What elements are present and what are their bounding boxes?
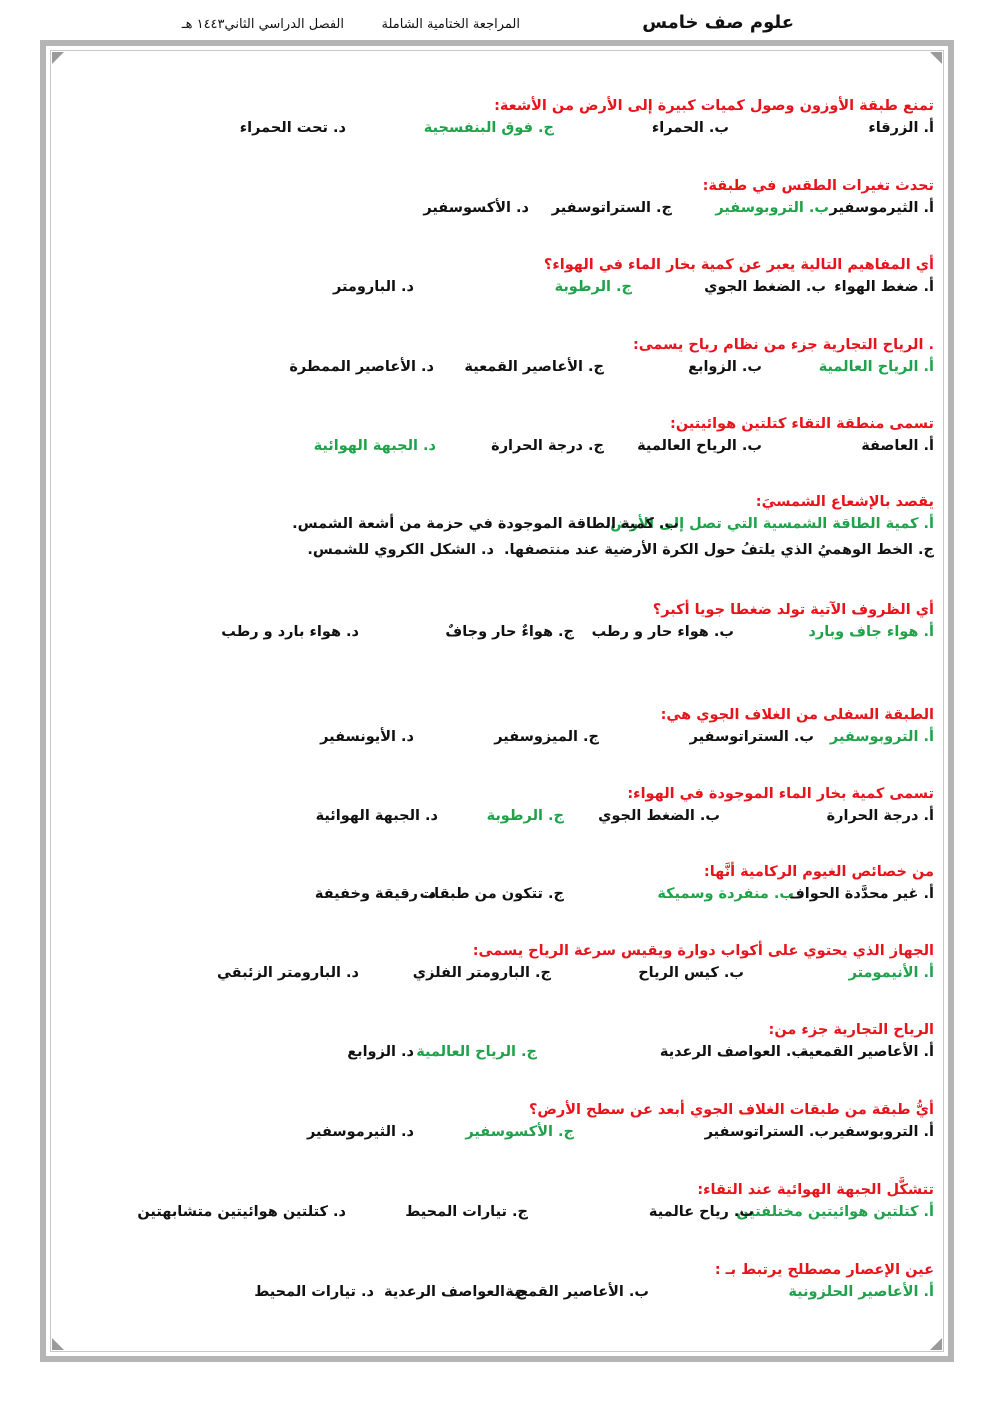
question-stem: من خصائص الغيوم الركامية أنَّها: (703, 864, 934, 880)
options-block (54, 516, 934, 568)
options-row (54, 886, 934, 910)
option-c-correct: ج. الأكسوسفير (465, 1124, 574, 1140)
option-d: د. تحت الحمراء (239, 120, 346, 136)
inner-line-right (943, 50, 944, 1352)
options-row (54, 1124, 934, 1148)
option-d-correct: د. الجبهة الهوائية (313, 438, 436, 454)
question-12 (54, 1022, 934, 1068)
question-9 (54, 786, 934, 832)
option-b: ب. العواصف الرعدية (659, 1044, 806, 1060)
question-stem: الجهاز الذي يحتوي على أكواب دوارة ويقيس سرعة الرياح يسمى: (472, 943, 934, 959)
question-stem: تمنع طبقة الأوزون وصول كميات كبيرة إلى الأرض من الأشعة: (494, 98, 934, 114)
inner-line-bottom (50, 1351, 944, 1352)
inner-line-left (50, 50, 51, 1352)
options-row (54, 729, 934, 753)
option-b: ب. الضغط الجوي (598, 808, 720, 824)
question-7 (54, 602, 934, 648)
option-b: ب. الزوابع (688, 359, 762, 375)
question-8 (54, 707, 934, 753)
options-row (54, 1284, 934, 1308)
options-row (54, 359, 934, 383)
question-14 (54, 1182, 934, 1228)
border-bottom (40, 1356, 954, 1362)
question-stem: تحدث تغيرات الطقس في طبقة: (702, 178, 934, 194)
option-c-correct: ج. الرطوبة (554, 279, 632, 295)
border-right (948, 40, 954, 1362)
option-d: د. هواء بارد و رطب (221, 624, 359, 640)
options-row (54, 200, 934, 224)
option-b: ب. الرياح العالمية (637, 438, 762, 454)
option-a: أ. الثيرموسفير (829, 200, 934, 216)
option-a: أ. درجة الحرارة (826, 808, 934, 824)
option-d: د. البارومتر الزئبقي (216, 965, 359, 981)
question-stem: أيُّ طبقة من طبقات الغلاف الجوي أبعد عن سطح الأرض؟ (528, 1102, 934, 1118)
question-stem: يقصد بالإشعاع الشمسيَ: (755, 494, 934, 510)
option-c: ج. تتكون من طبقات (419, 886, 564, 902)
option-d: د. الشكل الكروي للشمس. (307, 542, 494, 558)
option-c-correct: ج. الرياح العالمية (416, 1044, 537, 1060)
option-c: ج. الخط الوهميُ الذي يلتفُ حول الكرة الأرضية عند منتصفها. (503, 542, 934, 558)
option-a-correct: أ. هواء جاف وبارد (808, 624, 934, 640)
page-border (40, 40, 954, 1362)
option-a: أ. العاصفة (861, 438, 934, 454)
question-stem: عين الإعصار مصطلح يرتبط بـ : (714, 1262, 934, 1278)
option-d: د. الأيونسفير (320, 729, 414, 745)
question-2 (54, 178, 934, 224)
option-a-correct: أ. الأعاصير الحلزونية (788, 1284, 934, 1300)
question-5 (54, 416, 934, 462)
options-row (54, 516, 934, 542)
question-stem: أي الظروف الآتية تولد ضغطا جويا أكبر؟ (652, 602, 934, 618)
options-row (54, 1204, 934, 1228)
inner-line-top (50, 50, 944, 51)
question-stem: أي المفاهيم التالية يعبر عن كمية بخار الماء في الهواء؟ (543, 257, 934, 273)
option-d: د. رقيقة وخفيفة (314, 886, 436, 902)
options-row (54, 1044, 934, 1068)
option-a: أ. ضغط الهواء (834, 279, 934, 295)
border-top (40, 40, 954, 46)
option-b: ب. كمية الطاقة الموجودة في حزمة من أشعة الشمس. (292, 516, 679, 532)
options-row (54, 120, 934, 144)
option-b: ب. رياح عالمية (648, 1204, 754, 1220)
option-c: ج. هواءٌ حار وجافٌ (445, 624, 574, 640)
option-d: د. الأكسوسفير (423, 200, 529, 216)
option-c-correct: ج. فوق البنفسجية (423, 120, 554, 136)
option-d: د. الزوابع (347, 1044, 414, 1060)
question-10 (54, 864, 934, 910)
question-1 (54, 98, 934, 144)
option-c: ج. تيارات المحيط (405, 1204, 528, 1220)
question-13 (54, 1102, 934, 1148)
option-b: ب. هواء حار و رطب (591, 624, 734, 640)
option-a-correct: أ. كمية الطاقة الشمسية التي تصل إلى الأرض. (604, 516, 934, 532)
question-stem: الطبقة السفلى من الغلاف الجوي هي: (660, 707, 934, 723)
option-d: د. الثيرموسفير (307, 1124, 414, 1140)
option-b-correct: ب. التروبوسفير (715, 200, 829, 216)
question-stem: تسمى منطقة التقاء كتلتين هوائيتين: (670, 416, 934, 432)
option-c: ج. الميزوسفير (494, 729, 599, 745)
option-c: ج. الأعاصير القمعية (464, 359, 604, 375)
options-row (54, 965, 934, 989)
option-c: ج. درجة الحرارة (491, 438, 604, 454)
option-a-correct: أ. كتلتين هوائيتين مختلفتين (736, 1204, 934, 1220)
option-c-correct: ج. الرطوبة (486, 808, 564, 824)
option-a-correct: أ. التروبوسفير (829, 729, 934, 745)
option-b: ب. الضغط الجوي (704, 279, 826, 295)
options-row (54, 438, 934, 462)
option-c: ج. الستراتوسفير (551, 200, 672, 216)
option-b: ب. الستراتوسفير (689, 729, 814, 745)
option-b: ب. الستراتوسفير (704, 1124, 829, 1140)
option-a: أ. غير محدَّدة الحواف (787, 886, 934, 902)
options-row (54, 279, 934, 303)
option-b-correct: ب. منفردة وسميكة (657, 886, 794, 902)
border-left (40, 40, 46, 1362)
review-title: المراجعة الختامية الشاملة (381, 17, 520, 32)
option-d: د. كتلتين هوائيتين متشابهتين (137, 1204, 346, 1220)
option-b: ب. كيس الرياح (638, 965, 744, 981)
term-label: الفصل الدراسي الثاني١٤٤٣ هـ (181, 17, 344, 32)
option-d: د. تيارات المحيط (254, 1284, 374, 1300)
option-b: ب. الحمراء (651, 120, 729, 136)
option-c: ج. البارومتر الفلزي (412, 965, 551, 981)
question-stem: . الرياح التجارية جزء من نظام رياح يسمى: (632, 337, 934, 353)
question-15 (54, 1262, 934, 1308)
question-4 (54, 337, 934, 383)
option-d: د. الجبهة الهوائية (315, 808, 438, 824)
subject-title: علوم صف خامس (642, 12, 794, 33)
question-3 (54, 257, 934, 303)
page-header (0, 8, 992, 38)
option-a-correct: أ. الأنيمومتر (848, 965, 934, 981)
question-6 (54, 494, 934, 568)
option-d: د. البارومتر (332, 279, 414, 295)
option-d: د. الأعاصير الممطرة (289, 359, 434, 375)
option-a-correct: أ. الرياح العالمية (818, 359, 934, 375)
option-a: أ. الزرقاء (868, 120, 934, 136)
question-stem: الرياح التجارية جزء من: (768, 1022, 934, 1038)
question-stem: تتشكَّل الجبهة الهوائية عند التقاء: (697, 1182, 934, 1198)
option-b: ب. الأعاصير القمعية (505, 1284, 649, 1300)
option-c: ج. العواصف الرعدية (384, 1284, 526, 1300)
option-a: أ. الأعاصير القمعية (799, 1044, 934, 1060)
options-row (54, 542, 934, 568)
corner-ornament (930, 1338, 942, 1350)
options-row (54, 808, 934, 832)
question-11 (54, 943, 934, 989)
corner-ornament (930, 52, 942, 64)
options-row (54, 624, 934, 648)
corner-ornament (52, 52, 64, 64)
option-a: أ. التروبوسفير (829, 1124, 934, 1140)
question-stem: تسمى كمية بخار الماء الموجودة في الهواء: (627, 786, 934, 802)
corner-ornament (52, 1338, 64, 1350)
